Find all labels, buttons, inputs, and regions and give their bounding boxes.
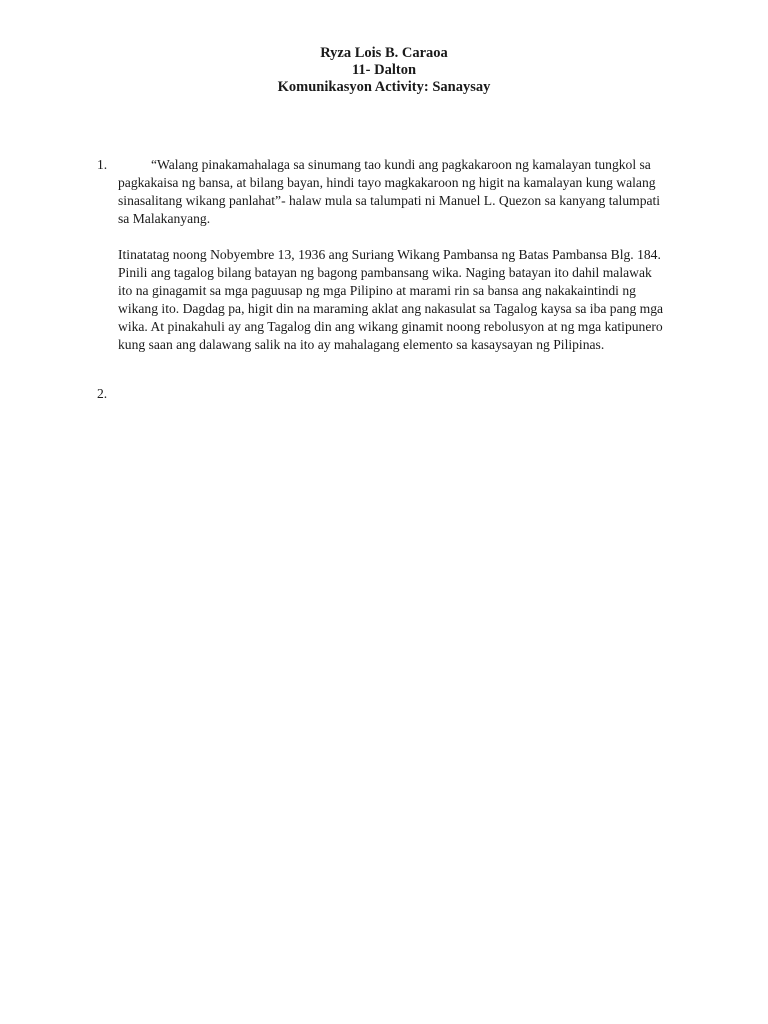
author-name: Ryza Lois B. Caraoa xyxy=(320,45,448,61)
class-section: 11- Dalton xyxy=(351,62,417,78)
document-title: Komunikasyon Activity: Sanaysay xyxy=(277,79,491,95)
list-item-number: 1. xyxy=(97,157,108,172)
list-item-number: 2. xyxy=(97,386,108,401)
list-item-body xyxy=(118,156,680,354)
document-header xyxy=(0,45,768,96)
essay-paragraph: Itinatatag noong Nobyembre 13, 1936 ang Suriang Wikang Pambansa ng Batas Pambansa Blg. 184. Pinili ang tagalog bilang batayan ng bagong pambansang wika. Naging batayan ito dahil malawak ito na ginagamit sa mga paguusap ng mga Pilipino at marami rin sa bansa ang nakakaintindi ng wikang ito. Dagdag pa, higit din na maraming aklat ang nakasulat sa Tagalog kaysa sa iba pang mga wika. At pinakahuli ay ang Tagalog din ang wikang ginamit noong rebolusyon at ng mga katipunero kung saan ang dalawang salik na ito ay mahalagang elemento sa kasaysayan ng Pilipinas. xyxy=(118,247,664,352)
quote-paragraph: “Walang pinakamahalaga sa sinumang tao kundi ang pagkakaroon ng kamalayan tungkol sa pagkakaisa ng bansa, at bilang bayan, hindi tayo magkakaroon ng higit na kamalayan kung walang sinasalitang wikang panlahat”- halaw mula sa talumpati ni Manuel L. Quezon sa kanyang talumpati sa Malakanyang. xyxy=(118,157,661,226)
